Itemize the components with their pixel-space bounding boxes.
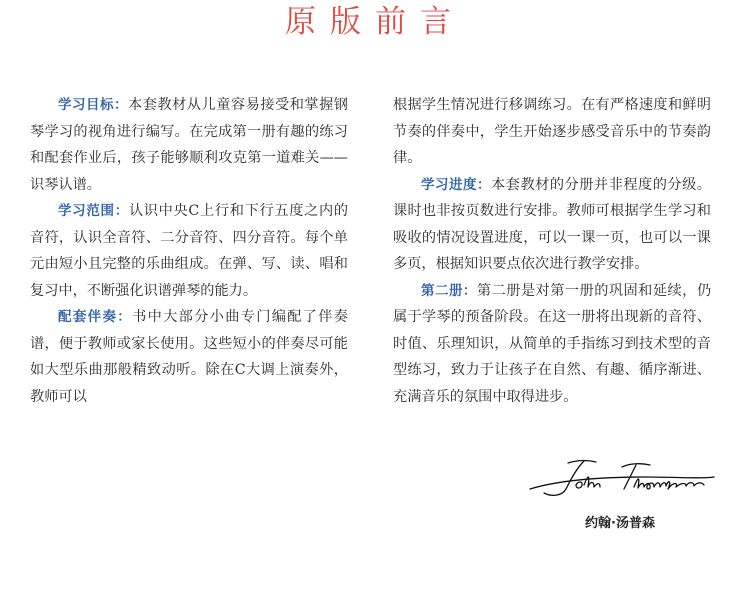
section-heading: 学习进度： [421,176,492,193]
right-column [393,92,711,410]
section-text: 本套教材从儿童容易接受和掌握钢琴学习的视角进行编写。在完成第一册有趣的练习和配套作业后，孩子能够顺利攻克第一道难关——识琴认谱。 [30,97,348,193]
section-heading: 第二册： [421,282,477,299]
section-heading: 学习目标： [58,97,129,113]
section-text: 根据学生情况进行移调练习。在有严格速度和鲜明节奏的伴奏中，学生开始逐步感受音乐中的节奏韵律。 [393,97,711,166]
handwritten-signature [526,455,716,503]
section-book-two [393,278,711,411]
section-learning-goals [30,92,348,198]
section-text: 认识中央C上行和下行五度之内的音符，认识全音符、二分音符、四分音符。每个单元由短小且完整的乐曲组成。在弹、写、读、唱和复习中，不断强化识谱弹琴的能力。 [30,203,349,299]
section-text: 第二册是对第一册的巩固和延续，仍属于学琴的预备阶段。在这一册将出现新的音符、时值、乐理知识，从简单的手指练习到技术型的音型练习，致力于让孩子在自然、有趣、循序渐进、充满音乐的氛围中取得进步。 [393,282,712,405]
page-title: 原版前言 [285,4,465,40]
section-accompaniment-continued [393,92,711,172]
section-text: 本套教材的分册并非程度的分级。课时也非按页数进行安排。教师可根据学生学习和吸收的情况设置进度，可以一课一页，也可以一课多页，根据知识要点依次进行教学安排。 [393,176,711,272]
section-accompaniment [30,304,348,410]
section-heading: 学习范围： [58,203,129,219]
left-column [30,92,348,410]
section-heading: 配套伴奏： [58,309,133,325]
section-text: 书中大部分小曲专门编配了伴奏谱，便于教师或家长使用。这些短小的伴奏尽可能如大型乐曲那般精致动听。除在C大调上演奏外，教师可以 [30,309,348,405]
section-learning-progress [393,172,711,278]
signature-name: 约翰·汤普森 [585,516,655,531]
section-learning-scope [30,198,348,304]
